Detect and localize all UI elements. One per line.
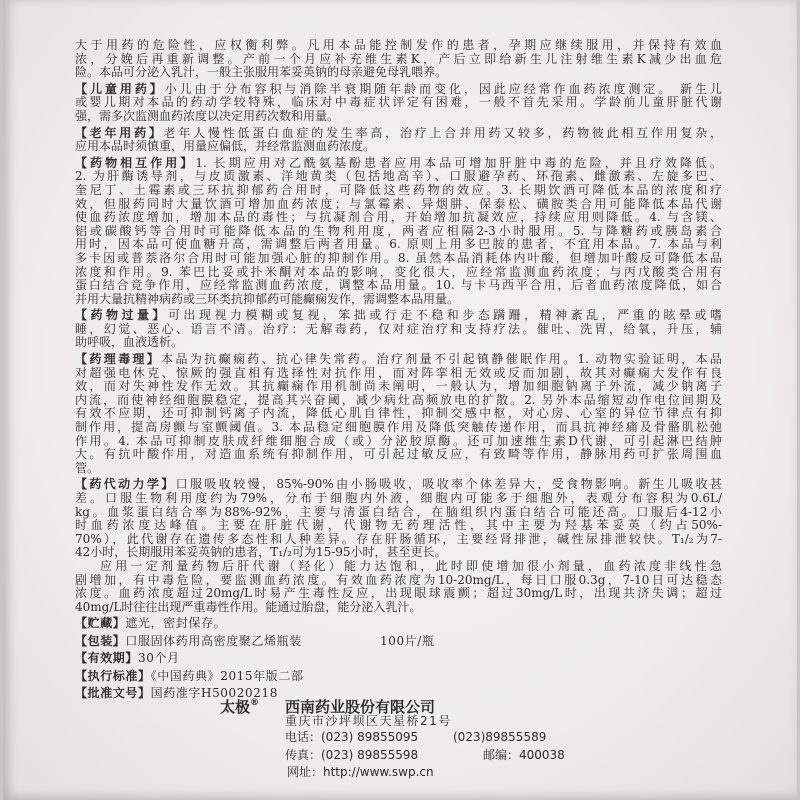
approval-number-text: 国药准字H50020218 [150,686,278,700]
standard-item [75,668,722,686]
section-heading: 【药理毒理】 [75,352,162,367]
storage-item [75,615,722,633]
text-line: 2. 为肝酶诱导剂，与皮质激素、洋地黄类（包括地高辛）、口服避孕药、环孢素、雌激素、左旋多巴、 [75,169,722,184]
text-line: 蛋白结合竞争作用，应经常监测血药浓度，调整本品用量。10. 与卡马西平合用，后者血药浓度降低，如合 [75,278,722,293]
phone-number-1: 电话：(023) 89855095 [285,730,419,744]
text-line [75,309,722,323]
text-line: 应用本品时须慎重，用量应偏低，并经常监测血药浓度。 [75,139,376,154]
text-run: 小儿由于分布容积与消除半衰期随年龄而变化，因此应经常作血药浓度测定。 新生儿 [164,81,722,96]
shelf-life-text: 30个月 [138,651,180,665]
package-text: 口服固体药用高密度聚乙烯瓶装 [125,633,302,648]
text-line: 管。 [75,460,100,475]
section-heading: 【批准文号】 [75,686,151,700]
text-run: 老年人慢性低蛋白血症的发生率高，治疗上合并用药又较多，药物彼此相互作用复杂， [163,125,722,140]
section-heading: 【贮藏】 [75,616,126,630]
pharmacology-toxicology-section [75,353,722,475]
pharmacokinetics-section [75,478,722,560]
postcode: 邮编：400038 [483,748,565,762]
text-line: 作用。4. 本品可抑制皮肤成纤维细胞合成（或）分泌胶原酶。还可加速维生素D代谢，可引起淋巴结肿 [75,433,722,448]
overdose-section [75,309,722,350]
text-line: 40mg/L时往往出现严重毒性作用。能通过胎盘，能分泌入乳汁。 [75,599,422,614]
text-line: kg。血浆蛋白结合率为88%-92%，主要与清蛋白结合，在脑组织内蛋白结合可能还高。口服后4-12小 [75,504,722,519]
section-heading: 【儿童用药】 [75,81,165,96]
section-heading: 【药代动力学】 [75,477,176,492]
company-name: 西南药业股份有限公司 [285,698,436,716]
text-line: 有效不应期，还可抑制钙离子内流，降低心肌自律性，抑制交感中枢，对心房、心室的异位节律点有抑 [75,406,722,421]
text-line: 70%），此代谢存在遗传多态性和人种差异。存在肝肠循环，主要经肾排泄，碱性尿排泄较快。T₁/₂为7- [75,531,722,546]
standard-text: 《中国药典》2015年版二部 [150,668,304,683]
text-line: 应用一定剂量药物后肝代谢（羟化）能力达饱和，此时即使增加很小剂量，血药浓度非线性急 [100,558,722,573]
text-line: 42小时，长期服用苯妥英钠的患者，T₁/₂可为15-95小时，甚至更长。 [75,545,447,560]
text-line: 奎尼丁、土霉素或三环抗抑郁药合用时，可降低这些药物的效应。3. 长期饮酒可降低本品的浓度和疗 [75,182,722,197]
geriatric-use-section [75,127,722,154]
text-line: 效，但服药同时大量饮酒可增加血药浓度；与氯霉素、异烟肼、保泰松、磺胺类合用可能降低本品代谢 [75,196,722,211]
text-line: 或婴儿期对本品的药动学较特殊，临床对中毒症状评定有困难，一般不首先采用。学龄前儿童肝脏代谢 [75,95,722,110]
shelf-life-item [75,650,722,668]
phone-number-2: (023)89855589 [453,730,547,744]
section-heading: 【药物过量】 [75,308,168,323]
brand-logo [220,699,259,715]
text-line: 使血药浓度增加，增加本品的毒性；与抗凝剂合用，开始增加抗凝效应，持续应用则降低。4. 与含镁、 [75,210,722,225]
section-heading: 【药物相互作用】 [75,155,196,170]
text-line: 用时，因本品可使血糖升高，需调整后两者用量。6. 原则上用多巴胺的患者，不宜用本品。7. 本品与利 [75,237,722,252]
package-insert-page [3,0,797,800]
text-line: 浓，分娩后再重新调整。产前一个月应补充维生素K，产后立即给新生儿注射维生素K减少出血危 [75,51,722,66]
pharmacokinetics-paragraph-2 [75,560,722,614]
text-line: 铝或碳酸钙等合用时可能降低本品的生物利用度，两者应相隔2-3小时服用。5. 与降糖药或胰岛素合 [75,223,722,238]
pregnancy-section-continued [75,39,722,80]
registered-mark: ® [250,698,260,708]
text-line: 对超强电休克、惊厥的强直相有选择性对抗作用，而对阵挛相无效或反而加剧，故其对癫痫大发作有良 [75,365,722,380]
insert-body [75,39,722,614]
text-line: 大于用药的危险性，应权衡利弊。凡用本品能控制发作的患者，孕期应继续服用，并保持有效血 [75,38,722,52]
text-run: 可出现视力模糊或复视，笨拙或行走不稳和步态蹒跚，精神紊乱，严重的眩晕或嗜 [167,308,722,323]
text-run: 口服吸收较慢，85%-90%由小肠吸收，吸收率个体差异大，受食物影响。新生儿吸收甚 [175,477,722,492]
text-line: 浓度和作用。9. 苯巴比妥或扑米酮对本品的影响，变化很大，应经常监测血药浓度；与丙戊酸类合用有 [75,264,722,279]
text-line: 多卡因或普萘洛尔合用时可能加强心脏的抑制作用。8. 虽然本品消耗体内叶酸，但增加叶酸反可降低本品 [75,250,722,265]
section-heading: 【老年用药】 [75,125,164,140]
brand-name: 太极 [220,698,251,716]
text-line: 助呼吸，血液透析。 [75,335,184,350]
drug-interactions-section [75,157,722,307]
text-line [75,353,722,367]
package-item [75,633,722,651]
website: 网址：http://www.swp.cn [287,765,434,779]
text-line: 强，需多次监测血药浓度以决定用药次数和用量。 [75,108,340,123]
fax-number: 传真：(023) 89855598 [285,748,419,762]
text-run: 1. 长期应用对乙酰氨基酚患者应用本品可增加肝脏中毒的危险，并且疗效降低。 [195,155,722,170]
text-line: 并用大量抗精神病药或三环类抗抑郁药可能癫痫发作，需调整本品用量。 [75,291,460,306]
text-line: 制作用，提高房颤与室颤阈值。3. 本品稳定细胞膜作用及降低突触传递作用，而具抗神经痛及骨骼肌松弛 [75,420,722,435]
text-line: 睡，幻觉、恶心、语言不清。治疗：无解毒药，仅对症治疗和支持疗法。催吐、洗胃，给氧，升压，辅 [75,321,722,336]
package-quantity: 100片/瓶 [380,633,435,648]
text-line: 剧增加，有中毒危险，要监测血药浓度。有效血药浓度为10-20mg/L，每日口服0.3g，7-10日可达稳态 [75,572,722,587]
pediatric-use-section [75,83,722,124]
text-line: 差。口服生物利用度约为79%，分布于细胞内外液，细胞内可能多于细胞外，表观分布容积为0.6L/ [75,491,722,505]
text-line [75,478,722,492]
text-line: 险。本品可分泌入乳汁，一般主张服用苯妥英钠的母亲避免母乳喂养。 [75,65,448,80]
product-info-list [75,615,722,703]
section-heading: 【执行标准】 [75,668,151,683]
section-heading: 【有效期】 [75,651,139,665]
text-line: 时血药浓度达峰值。主要在肝脏代谢，代谢物无药理活性，其中主要为羟基苯妥英（约占50%- [75,518,722,533]
text-run: 本品为抗癫痫药、抗心律失常药。治疗剂量不引起镇静催眠作用。1. 动物实验证明，本品 [161,352,722,367]
text-line: 浓度。血药浓度超过20mg/L时易产生毒性反应，出现眼球震颤；超过30mg/L时，出现共济失调；超过 [75,586,722,601]
text-line: 效，而对失神性发作无效。其抗癫痫作用机制尚未阐明，一般认为，增加细胞钠离子外流，减少钠离子 [75,379,722,394]
text-line: 大。有抗叶酸作用，对造血系统有抑制作用，可引起过敏反应，有致畸等作用，静脉用药可扩张周围血 [75,447,722,462]
storage-text: 遮光，密封保存。 [125,616,227,630]
company-address: 重庆市沙坪坝区天星桥21号 [285,714,452,728]
section-heading: 【包装】 [75,633,126,648]
text-line: 内流，而使神经细胞膜稳定，提高其兴奋阈，减少病灶高频放电的扩散。2. 另外本品缩短动作电位间期及 [75,392,722,407]
